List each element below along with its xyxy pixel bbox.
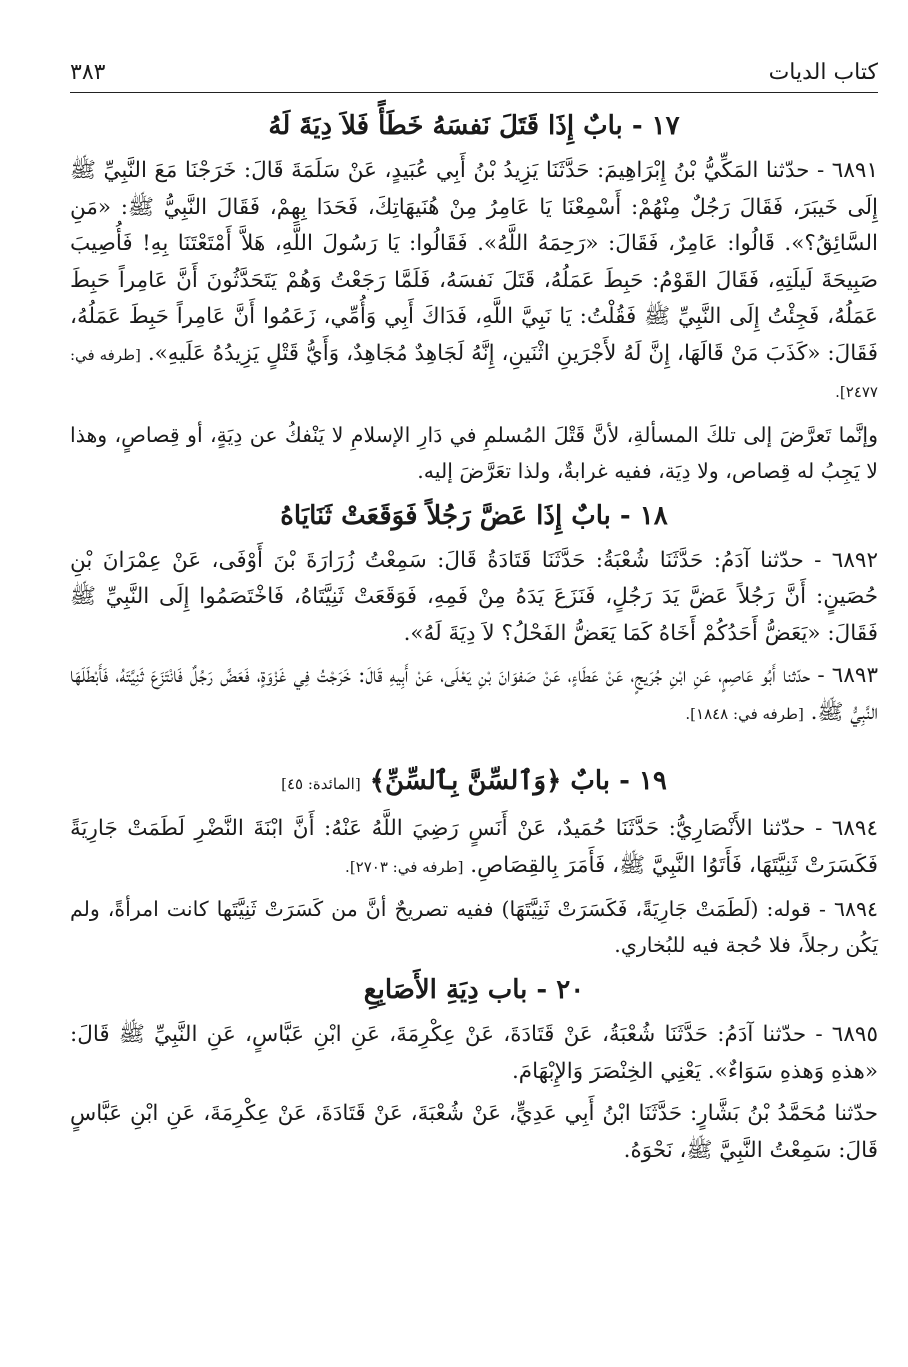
chapter-19-title: ١٩ - بابٌ ﴿وَٱلسِّنَّ بِٱلسِّنِّ﴾ — [369, 766, 667, 796]
hadith-6891-ref: [طرفه في: ٢٤٧٧]. — [70, 345, 878, 401]
chapter-18-heading: ١٨ - بابٌ إِذَا عَضَّ رَجُلاً فَوَقَعَتْ ثَنَايَاهُ — [280, 500, 668, 531]
hadith-6891-text: ٦٨٩١ - حدّثنا المَكِّيُّ بْنُ إِبْرَاهِيمَ: حَدَّثَنَا يَزِيدُ بْنُ أَبِي عُبَيدٍ، عَنْ سَلَمَةَ قَالَ: خَرَجْنَا مَعَ النَّبِيِّ ﷺ إِلَى خَيبَرَ، فَقَالَ رَجُلٌ مِنْهُمْ: أَسْمِعْنَا يَا عَامِرُ مِنْ هُنَيهَاتِكَ، فَحَدَا بِهِمْ، فَقَالَ النَّبِيُّ ﷺ: «مَنِ السَّائِقُ؟». قَالُوا: عَامِرٌ، فَقَالَ: «رَحِمَهُ اللَّهُ». فَقَالُوا: يَا رَسُولَ اللَّهِ، هَلاَّ أَمْتَعْتَنَا بِهِ! فَأُصِيبَ صَبِيحَةَ لَيلَتِهِ، فَقَالَ القَوْمُ: حَبِطَ عَمَلُهُ، قَتَلَ نَفسَهُ، فَلَمَّا رَجَعْتُ وَهُمْ يَتَحَدَّثُونَ أَنَّ عَامِراً حَبِطَ عَمَلُهُ، فَجِئْتُ إِلَى النَّبِيِّ ﷺ فَقُلْتُ: يَا نَبِيَّ اللَّهِ، فَدَاكَ أَبِي وَأُمِّي، زَعَمُوا أَنَّ عَامِراً حَبِطَ عَمَلُهُ، فَقَالَ: «كَذَبَ مَنْ قَالَهَا، إِنَّ لَهُ لأَجْرَينِ اثْنَينِ، إِنَّهُ لَجَاهِدٌ مُجَاهِدٌ، وَأَيُّ قَتْلٍ يَزِيدُهُ عَلَيهِ». — [70, 158, 878, 366]
running-header — [70, 58, 878, 88]
hadith-6895: ٦٨٩٥ - حدّثنا آدَمُ: حَدَّثَنَا شُعْبَةُ، عَنْ قَتَادَةَ، عَنْ عِكْرِمَةَ، عَنِ ابْنِ عَبَّاسٍ، عَنِ النَّبِيِّ ﷺ قَالَ: «هذهِ وَهذهِ سَوَاءٌ». يَعْنِي الخِنْصَرَ وَالإِبْهَامَ. — [70, 1022, 878, 1084]
section-gap — [70, 738, 878, 758]
book-page — [70, 58, 878, 1348]
hadith-6894-ref: [طرفه في: ٢٧٠٣]. — [345, 857, 464, 876]
chapter-17-heading: ١٧ - بابٌ إِذَا قَتَلَ نَفسَهُ خَطَأً فَلاَ دِيَةَ لَهُ — [268, 111, 680, 141]
book-title: كتاب الديات — [768, 60, 878, 85]
hadith-6894-text: ٦٨٩٤ - حدّثنا الأَنْصَارِيُّ: حَدَّثَنَا حُمَيدٌ، عَنْ أَنَسٍ رَضِيَ اللَّهُ عَنْهُ: أَنَّ ابْنَةَ النَّضْرِ لَطَمَتْ جَارِيَةً فَكَسَرَتْ ثَنِيَّتَهَا، فَأَتَوُا النَّبِيَّ ﷺ، فَأَمَرَ بِالقِصَاصِ. — [70, 816, 878, 878]
hadith-6892: ٦٨٩٢ - حدّثنا آدَمُ: حَدَّثَنَا شُعْبَةُ: حَدَّثَنَا قَتَادَةُ قَالَ: سَمِعْتُ زُرَارَةَ بْنَ أَوْفَى، عَنْ عِمْرَانَ بْنِ حُصَينٍ: أَنَّ رَجُلاً عَضَّ يَدَ رَجُلٍ، فَنَزَعَ يَدَهُ مِنْ فَمِهِ، فَوَقَعَتْ ثَنِيَّتَاهُ، فَاخْتَصَمُوا إِلَى النَّبِيِّ ﷺ فَقَالَ: «يَعَضُّ أَحَدُكُمْ أَخَاهُ كَمَا يَعَضُّ الفَحْلُ؟ لاَ دِيَةَ لَهُ». — [70, 547, 878, 646]
hadith-6893-ref: [طرفه في: ١٨٤٨]. — [685, 704, 804, 723]
page-number: ٣٨٣ — [70, 60, 106, 85]
hadith-6893-text: ٦٨٩٣ - حدّثنا أَبُو عَاصِمٍ، عَنِ ابْنِ جُرَيجٍ، عَنْ عَطَاءٍ، عَنْ صَفوَانَ بْنِ يَعْلَى، عَنْ أَبِيهِ قَالَ: خَرَجْتُ فِي غَزْوَةٍ، فَعَضَّ رَجُلٌ فَانْتَزَعَ ثَنِيَّتَهُ، فَأَبْطَلَهَا النَّبِيُّ ﷺ. — [70, 663, 878, 725]
hadith-6895-second-chain: حدّثنا مُحَمَّدُ بْنُ بَشَّارٍ: حَدَّثَنَا ابْنُ أَبِي عَدِيٍّ، عَنْ شُعْبَةَ، عَنْ قَتَادَةَ، عَنْ عِكْرِمَةَ، عَنِ ابْنِ عَبَّاسٍ قَالَ: سَمِعْتُ النَّبِيَّ ﷺ، نَحْوَهُ. — [70, 1101, 878, 1163]
chapter-20-heading: ٢٠ - باب دِيَةِ الأَصَابِعِ — [363, 975, 585, 1005]
hadith-6891 — [70, 153, 878, 411]
commentary-6894: ٦٨٩٤ - قوله: (لَطَمَتْ جَارِيَةً، فَكَسَرَتْ ثَنِيَّتَهَا) ففيه تصريحٌ أنَّ من كَسَرَتْ ثَنِيَّتَها كانت امرأةً، ولم يَكُن رجلاً، فلا حُجة فيه للبُخاري. — [70, 897, 878, 957]
commentary-chapter-17: وإنَّما تَعرَّضَ إلى تلكَ المسألةِ، لأنَّ قَتْلَ المُسلمِ في دَارِ الإسلامِ لا يَنْفكُ عن دِيَةٍ، أو قِصاصٍ، وهذا لا يَجِبُ له قِصاص، ولا دِيَة، ففيه غرابةٌ، ولذا تعَرَّضَ إليه. — [70, 422, 878, 483]
chapter-19-heading — [70, 762, 878, 803]
hadith-6893 — [70, 658, 878, 732]
header-divider — [70, 92, 878, 93]
hadith-6894 — [70, 811, 878, 885]
chapter-19-quran-ref: [المائدة: ٤٥] — [281, 775, 361, 793]
